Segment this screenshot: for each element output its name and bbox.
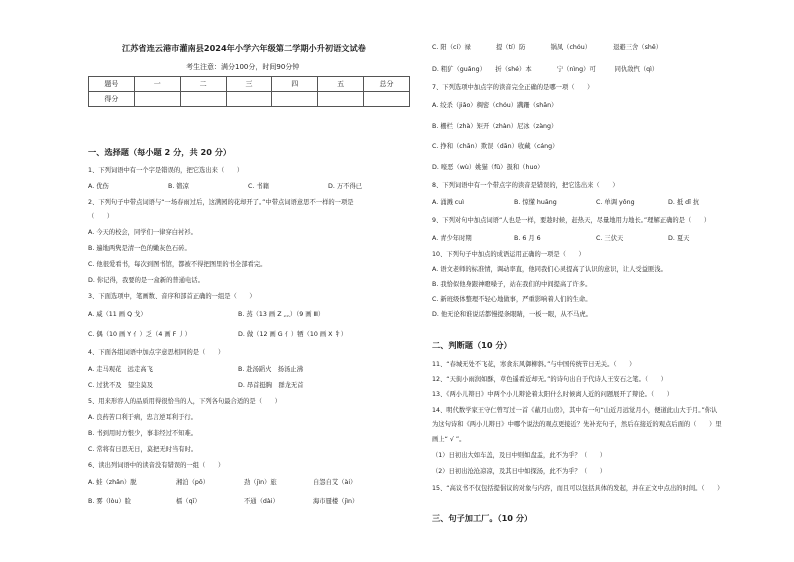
score-cell[interactable] [134,92,180,107]
option: D. 万不得已 [328,183,363,190]
option: C. 书籍 [248,183,269,190]
score-cell[interactable] [226,92,272,107]
option-line: A. 语文老师的标准情，调动率直，他同我们心灵提高了认识的意识，让人受益匪浅。 [432,266,667,273]
question-line: 1、下列词语中有一个字是错误的，把它选出来（ ） [88,167,244,174]
option-line: A. 良药苦口利于病，忠言逆耳利于行。 [88,414,197,421]
option-line: B. 我恰似他身跟神瞪嗓子，站在我们的中间提高了许多。 [432,281,592,288]
option: A. 优伤 [88,183,109,190]
score-cell[interactable] [364,92,410,107]
question-line: 15、“高议书不仅包括提倡议的对象与内容，而且可以包括具体的发起，并在正文中点出的时间。（ ） [432,485,724,492]
question-line: 5、用来形容人的品质用得很恰当的人，下列各句最合适的是（ ） [88,398,281,405]
score-table-row [89,92,410,107]
option: B. 惊懂 huāng [514,199,557,206]
option: A. 蛙（zhǎn）脱 [88,479,137,486]
question-line: 2、下列句子中带点词语与“一场春雨过后，这满园的花却开了。”中带点词语意思不一样的一项是 [88,199,354,206]
section-heading-judge: 二、判断题（10 分） [432,340,512,350]
score-header-cell: 五 [318,77,364,92]
option: 海市蜃楼（jìn） [313,498,359,505]
option: 不通（dài） [244,498,279,505]
option: C. 偶（10 画 Y 亻）乏（4 画 F 丿） [88,331,191,338]
score-cell[interactable] [272,92,318,107]
score-header-cell: 二 [180,77,226,92]
question-line: 为这句诗和《两小儿辩日》中哪个说法的观点更接近？先补充句子，然后在接近的观点后面的（ ）里 [432,421,722,428]
option: A. 走马观花 远走高飞 [88,366,153,373]
option-line: C. 挣和（chān）欺误（dān）收藏（cáng） [432,143,559,150]
exam-title: 江苏省连云港市灌南县2024年小学六年级第二学期小升初语文试卷 [122,43,366,53]
option: 湘泊（pō） [176,479,210,486]
exam-notice: 考生注意：满分100分，时间90分钟 [186,63,300,71]
option-line: D. 嚎恶（wù）姚猫（fǔ）扱和（huo） [432,164,544,171]
option-line: B. 遍地两隽是清一色的嫩灰色石砖。 [88,245,191,252]
score-header-cell: 题号 [89,77,135,92]
option-line: C. 新班级体整理不轻心地做事，严重影响着人们的生命。 [432,296,592,303]
option: B. 锻凉 [168,183,189,190]
score-row-label: 得分 [89,92,135,107]
option-line: D. 粗犷（guǎng） 折（shé）本 宁（nìng）可 同仇敌忾（qì） [432,66,659,73]
question-line: （ ） [88,213,114,220]
option: A. 涌溅 cuì [432,199,464,206]
question-line: 3、下面选项中，笔画数、音序和部首正确的一组是（ ） [88,293,256,300]
score-header-cell: 三 [226,77,272,92]
option-line: B. 书到用时方恨少，事非经过不知难。 [88,430,198,437]
score-header-cell: 总分 [364,77,410,92]
score-table-header-row [89,77,410,92]
option: C. 过犹不及 望尘莫及 [88,382,154,389]
option: D. 夏天 [668,235,690,242]
option-line: D. 他无论和谁说话都慢提条眼睛，一板一眼，从不马虎。 [432,311,592,318]
option: 劲（jìn）旅 [244,479,277,486]
option: A. 威（11 画 Q 戈） [88,311,147,318]
score-cell[interactable] [318,92,364,107]
question-line: 9、下列对句中加点词语“人也是一样，要趁时候，赶热天，尽量地用力地长。”理解正确的是（ ） [432,217,711,224]
question-line: 7、下列选项中加点字的读音完全正确的是哪一项（ ） [432,84,594,91]
option: 自怨自艾（ài） [313,479,357,486]
option: B. 赴汤蹈火 扬汤止沸 [238,366,303,373]
option: B. 6 月 6 [514,235,541,242]
question-line: 8、下列词语中有一个带点字的读音是错误的，把它选出来（ ） [432,182,619,189]
question-line: 13、《两小儿辩日》中两个小儿辩论着太阳什么时候离人近的问题展开了辩论。（ ） [432,391,673,398]
option: A. 青少年时期 [432,235,472,242]
section-heading-choice: 一、选择题（每小题 2 分，共 20 分） [88,147,232,157]
option-line: A. 绞杀（jiǎo）稠密（chóu）蹒跚（shān） [432,102,558,109]
score-cell[interactable] [180,92,226,107]
option: D. 抵 dǐ 抗 [668,199,700,206]
option-line: C. 阳（cí）禄 提（tí）防 锅凤（chóu） 退避三舍（shě） [432,44,663,51]
option-line: C. 他很爱看书，每次到图书馆，都被不得把图里的书全部看完。 [88,261,267,268]
option: D. 昂首挺胸 群龙无首 [238,382,304,389]
question-line: 画上“ √ ”。 [432,436,466,443]
question-line: 10、下列句子中加点的成语运用正确的一项是（ ） [432,251,585,258]
score-header-cell: 四 [272,77,318,92]
option-line: A. 今天的校会，同学们一律穿白衬衫。 [88,229,197,236]
question-line: 11、“春城无处不飞花，寒食东风御柳斜。”与中国传统节日无关。（ ） [432,361,636,368]
option-line: B. 栅栏（zhà）矩开（zhàn）尼冰（zàng） [432,123,558,130]
option-line: C. 常将有日思无日，莫把无时当有时。 [88,446,198,453]
question-line: 14、明代数学家王守仁曾写过一首《蔽月山房》，其中有一句“山近月远觉月小，便道此山大于月。”你认 [432,407,718,414]
question-line: （1）日初出大如车盖，及日中则如盘盂，此不为乎？（ ） [432,452,607,459]
question-line: （2）日初出沧沧凉凉，及其日中如探汤，此不为乎？（ ） [432,468,607,475]
option: B. 雾（lòu）脸 [88,498,132,505]
option: D. 做（12 画 G 亻）牺（10 画 X 牜） [238,331,348,338]
score-table [88,76,410,107]
option: 檑（qī） [176,498,201,505]
question-line: 4、下面各组词语中加点字意思相同的是（ ） [88,349,225,356]
question-line: 12、“天街小雨润如酥，草色遥看近却无。”的诗句出自于代诗人王安石之笔。（ ） [432,376,667,383]
question-line: 6、读出列词语中的读音没有错误的一组（ ） [88,462,225,469]
option: C. 单调 yǒng [596,199,635,206]
option: C. 三伏天 [596,235,624,242]
option: B. 蒸（13 画 Z 灬）（9 画 Ⅲ） [238,311,325,318]
option-line: D. 你记得，我要的是一盒新的普通电话。 [88,277,204,284]
section-heading-sentence: 三、句子加工厂。（10 分） [432,513,533,523]
score-header-cell: 一 [134,77,180,92]
